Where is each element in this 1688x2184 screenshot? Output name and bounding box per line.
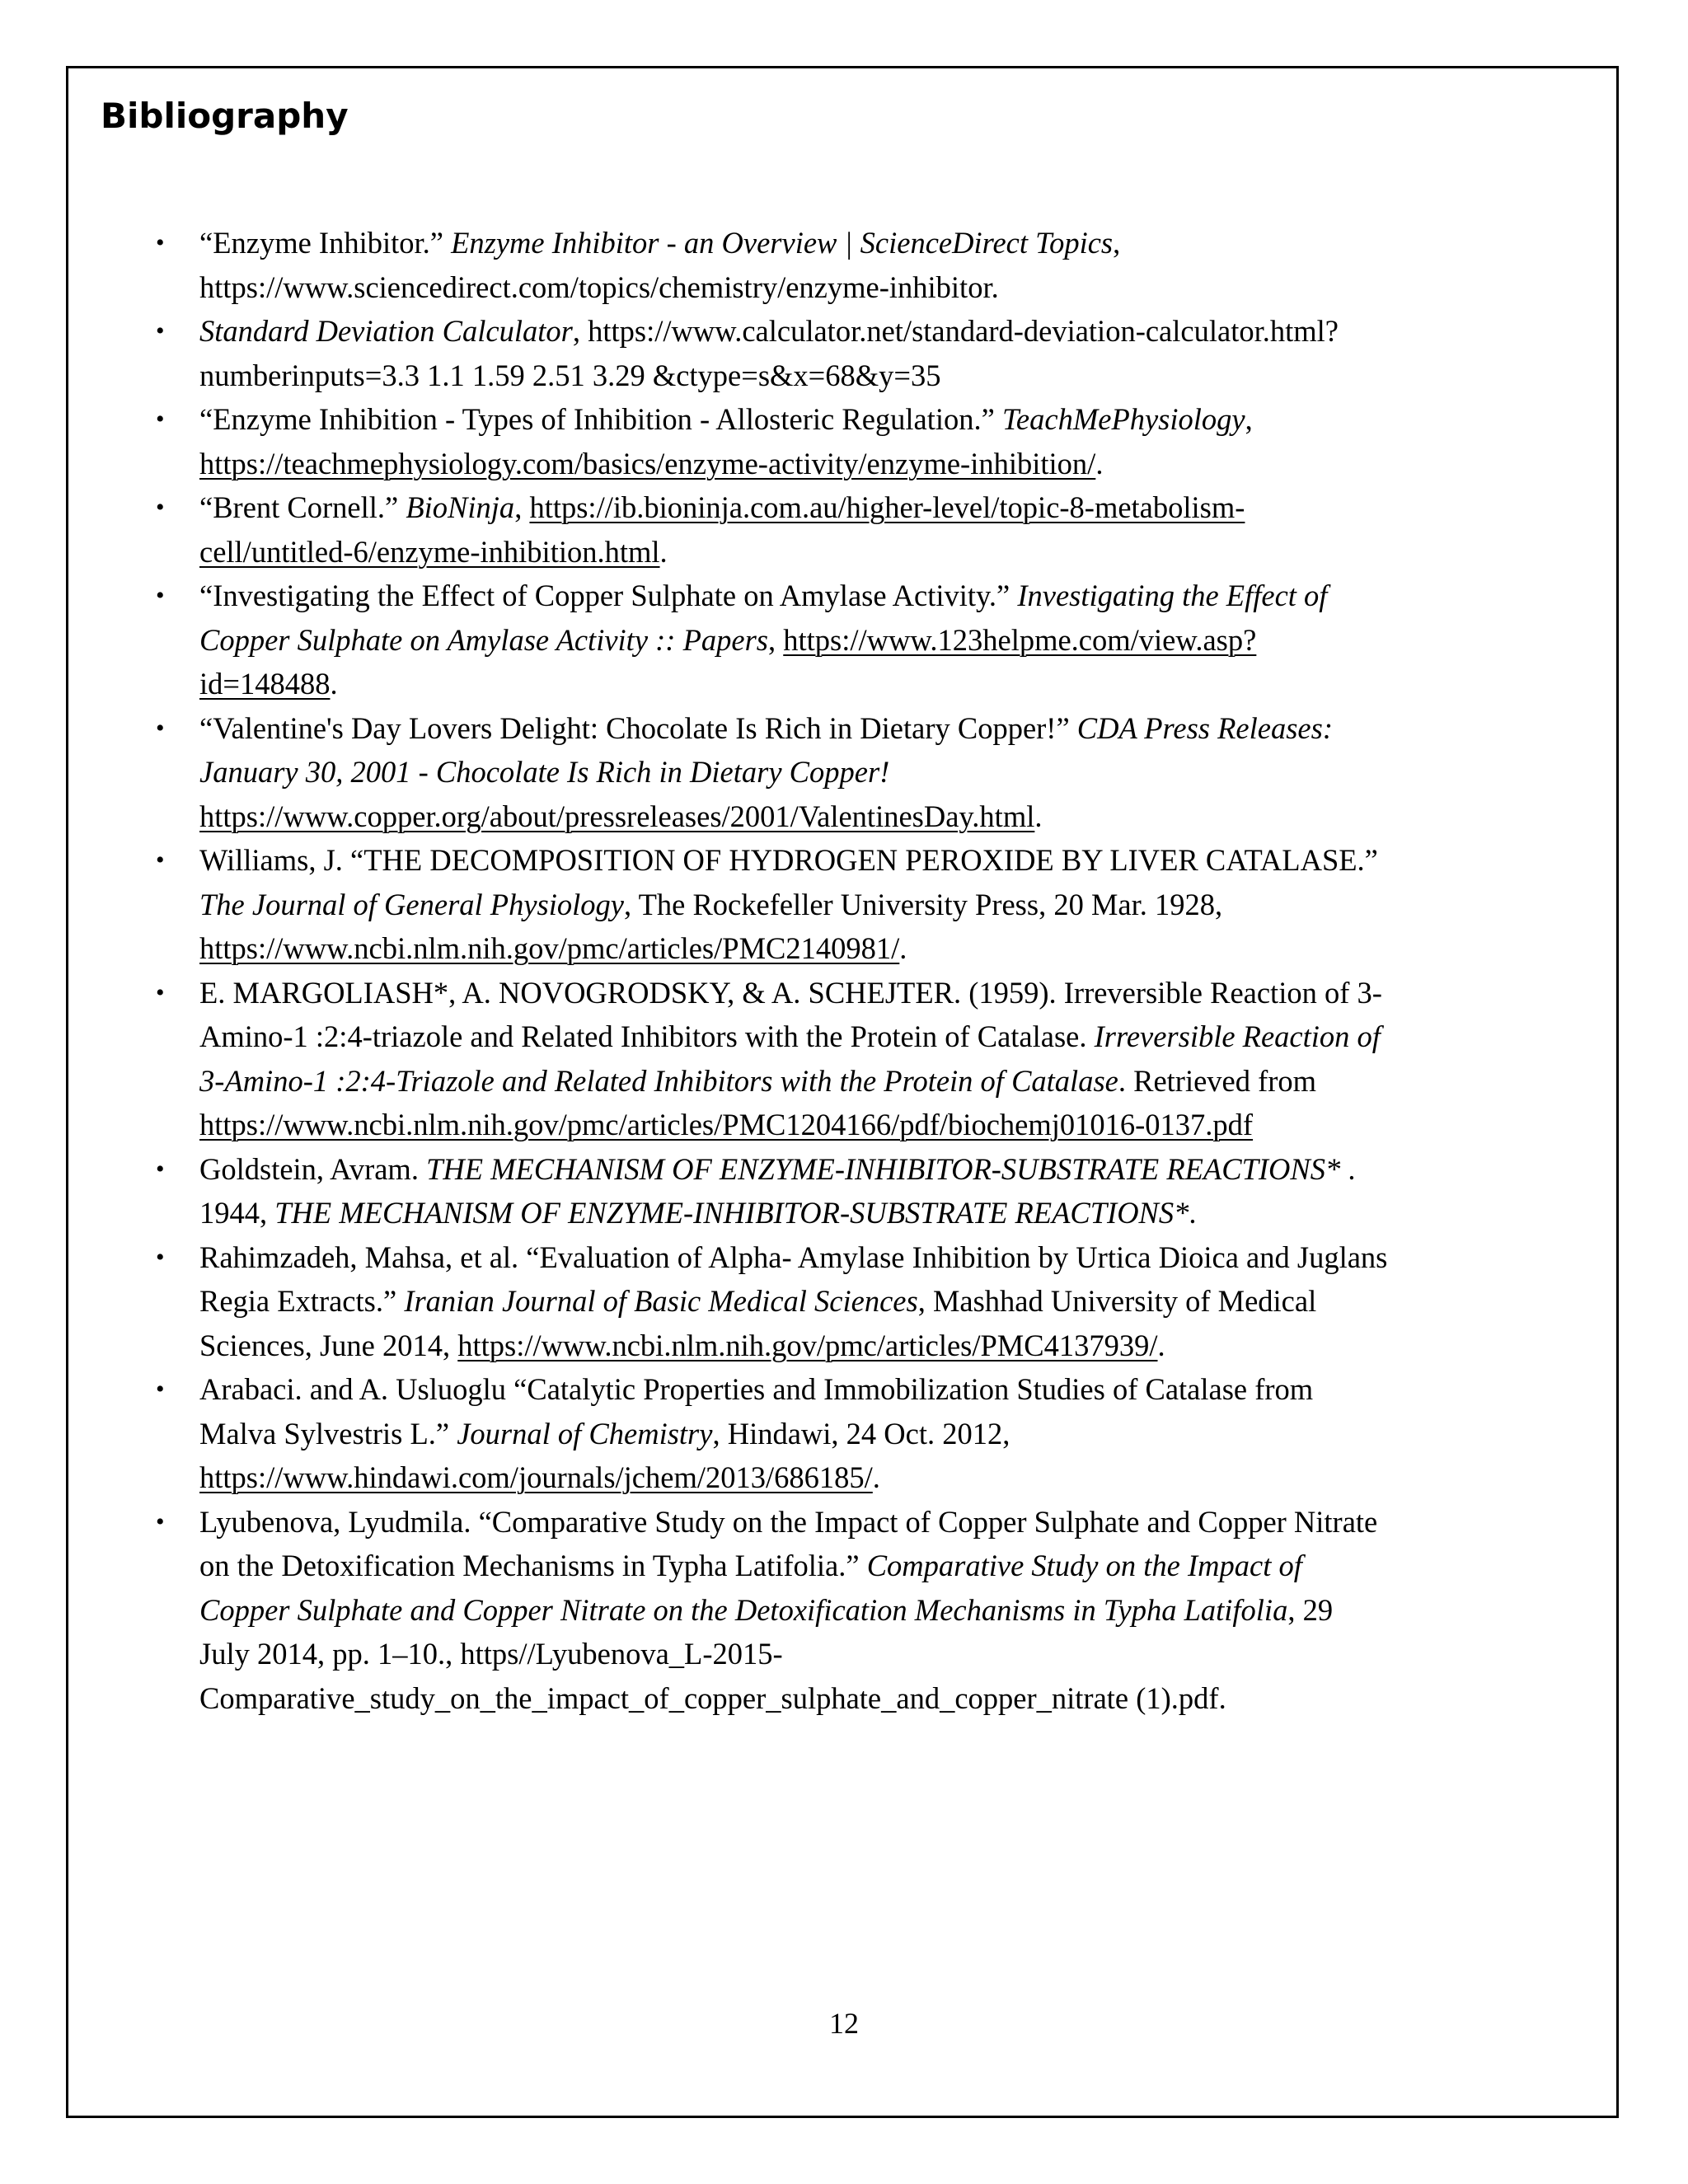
reference-item: [0, 1367, 1389, 1500]
reference-text: Williams, J. “THE DECOMPOSITION OF HYDROGEN PEROXIDE BY LIVER CATALASE.”: [199, 843, 1378, 877]
reference-text: .: [659, 534, 668, 569]
reference-link[interactable]: https://www.hindawi.com/journals/jchem/2013/686185/: [199, 1460, 873, 1494]
reference-text: ,: [514, 490, 530, 524]
reference-text: “Investigating the Effect of Copper Sulphate on Amylase Activity.”: [199, 579, 1018, 612]
reference-text: .: [872, 1460, 880, 1494]
bullet-icon: •: [156, 405, 165, 433]
reference-link[interactable]: https://www.ncbi.nlm.nih.gov/pmc/articles/PMC2140981/: [199, 931, 900, 965]
bullet-icon: •: [156, 846, 165, 874]
reference-title: The Journal of General Physiology: [199, 887, 624, 921]
reference-text: Goldstein, Avram.: [199, 1151, 427, 1186]
reference-title: THE MECHANISM OF ENZYME-INHIBITOR-SUBSTRATE REACTIONS*: [274, 1196, 1189, 1230]
reference-link[interactable]: https://www.123helpme.com/view.asp?id=148488: [199, 622, 1257, 701]
reference-link[interactable]: https://www.ncbi.nlm.nih.gov/pmc/articles/PMC1204166/pdf/biochemj01016-0137.pdf: [199, 1108, 1254, 1141]
reference-text: , The Rockefeller University Press, 20 Mar. 1928,: [623, 887, 1223, 921]
bullet-icon: •: [156, 582, 165, 609]
reference-text: .: [1095, 446, 1104, 480]
reference-text: , Hindawi, 24 Oct. 2012,: [712, 1416, 1010, 1451]
reference-item: [0, 971, 1389, 1147]
reference-text: , Mashhad University of Medical Sciences, June 2014,: [199, 1284, 1317, 1362]
reference-text: , 29 July 2014, pp. 1–10., https//Lyubenova_L-2015-Comparative_study_on_the_impact_of_copper_sulphate_and_copper_nitrate (1).pdf.: [199, 1592, 1334, 1715]
reference-title: Irreversible Reaction of 3-Amino-1 :2:4-Triazole and Related Inhibitors with the Protein of Catalase: [199, 1019, 1381, 1098]
reference-title: TeachMePhysiology: [1001, 402, 1245, 436]
reference-text: , https://www.sciencedirect.com/topics/chemistry/enzyme-inhibitor.: [199, 226, 1121, 304]
reference-item: [0, 1500, 1389, 1721]
reference-item: [0, 838, 1389, 971]
reference-title: THE MECHANISM OF ENZYME-INHIBITOR-SUBSTRATE REACTIONS*: [426, 1151, 1341, 1186]
bullet-icon: •: [156, 978, 165, 1006]
bullet-icon: •: [156, 1507, 165, 1535]
reference-text: , https://www.calculator.net/standard-deviation-calculator.html?numberinputs=3.3 1.1 1.59 2.51 3.29 &ctype=s&x=68&y=35: [199, 314, 1339, 392]
reference-link[interactable]: https://ib.bioninja.com.au/higher-level/topic-8-metabolism-cell/untitled-6/enzyme-inhibition.html: [199, 490, 1245, 569]
reference-text: E. MARGOLIASH*, A. NOVOGRODSKY, & A. SCHEJTER. (1959). Irreversible Reaction of 3-Amino-1 :2:4-triazole and Related Inhibitors with the Protein of Catalase.: [199, 975, 1382, 1053]
reference-text: Arabaci. and A. Usluoglu “Catalytic Properties and Immobilization Studies of Catalase from Malva Sylvestris L.”: [199, 1372, 1314, 1451]
bullet-icon: •: [156, 1376, 165, 1403]
reference-text: Lyubenova, Lyudmila. “Comparative Study on the Impact of Copper Sulphate and Copper Nitrate on the Detoxification Mechanisms in Typha Latifolia.”: [199, 1504, 1378, 1582]
reference-text: .: [899, 931, 907, 965]
reference-text: “Valentine's Day Lovers Delight: Chocolate Is Rich in Dietary Copper!”: [199, 710, 1077, 745]
bullet-icon: •: [156, 714, 165, 742]
reference-item: [0, 397, 1389, 485]
reference-title: Journal of Chemistry: [457, 1416, 713, 1451]
reference-title: BioNinja: [406, 490, 515, 524]
reference-text: .: [1189, 1196, 1197, 1230]
bullet-icon: •: [156, 1243, 165, 1271]
reference-text: .: [1034, 799, 1043, 833]
reference-link[interactable]: https://teachmephysiology.com/basics/enzyme-activity/enzyme-inhibition/: [199, 446, 1096, 480]
reference-text: . 1944,: [199, 1151, 1356, 1230]
reference-title: Enzyme Inhibitor - an Overview | ScienceDirect Topics: [451, 226, 1114, 260]
bibliography-list: [0, 221, 1688, 1720]
reference-text: .: [330, 667, 338, 701]
reference-text: . Retrieved from: [1118, 1063, 1317, 1098]
reference-text: “Brent Cornell.”: [199, 490, 406, 524]
bullet-icon: •: [156, 1155, 165, 1183]
bullet-icon: •: [156, 494, 165, 521]
reference-text: “Enzyme Inhibition - Types of Inhibition - Allosteric Regulation.”: [199, 402, 1002, 436]
reference-item: [0, 485, 1389, 574]
reference-title: CDA Press Releases: January 30, 2001 - Chocolate Is Rich in Dietary Copper!: [199, 710, 1333, 789]
reference-link[interactable]: https://www.copper.org/about/pressreleases/2001/ValentinesDay.html: [199, 799, 1035, 833]
reference-item: [0, 1235, 1389, 1368]
page-title: Bibliography: [101, 96, 349, 136]
reference-title: Iranian Journal of Basic Medical Sciences: [404, 1284, 918, 1318]
bullet-icon: •: [156, 229, 165, 256]
reference-title: Investigating the Effect of Copper Sulphate on Amylase Activity :: Papers: [199, 579, 1328, 657]
reference-link[interactable]: https://www.ncbi.nlm.nih.gov/pmc/articles/PMC4137939/: [457, 1328, 1158, 1362]
reference-text: “Enzyme Inhibitor.”: [199, 226, 452, 260]
reference-title: Standard Deviation Calculator: [199, 314, 573, 348]
page-number: 12: [829, 2007, 859, 2040]
reference-text: Rahimzadeh, Mahsa, et al. “Evaluation of Alpha- Amylase Inhibition by Urtica Dioica and Juglans Regia Extracts.”: [199, 1240, 1388, 1318]
bullet-icon: •: [156, 317, 165, 344]
reference-item: [0, 221, 1389, 309]
reference-title: Comparative Study on the Impact of Copper Sulphate and Copper Nitrate on the Detoxification Mechanisms in Typha Latifolia: [199, 1549, 1302, 1627]
reference-item: [0, 309, 1389, 397]
reference-item: [0, 574, 1389, 706]
reference-text: ,: [768, 622, 784, 657]
reference-text: .: [1157, 1328, 1165, 1362]
reference-text: ,: [1245, 402, 1253, 436]
reference-item: [0, 1147, 1389, 1235]
reference-item: [0, 706, 1389, 839]
